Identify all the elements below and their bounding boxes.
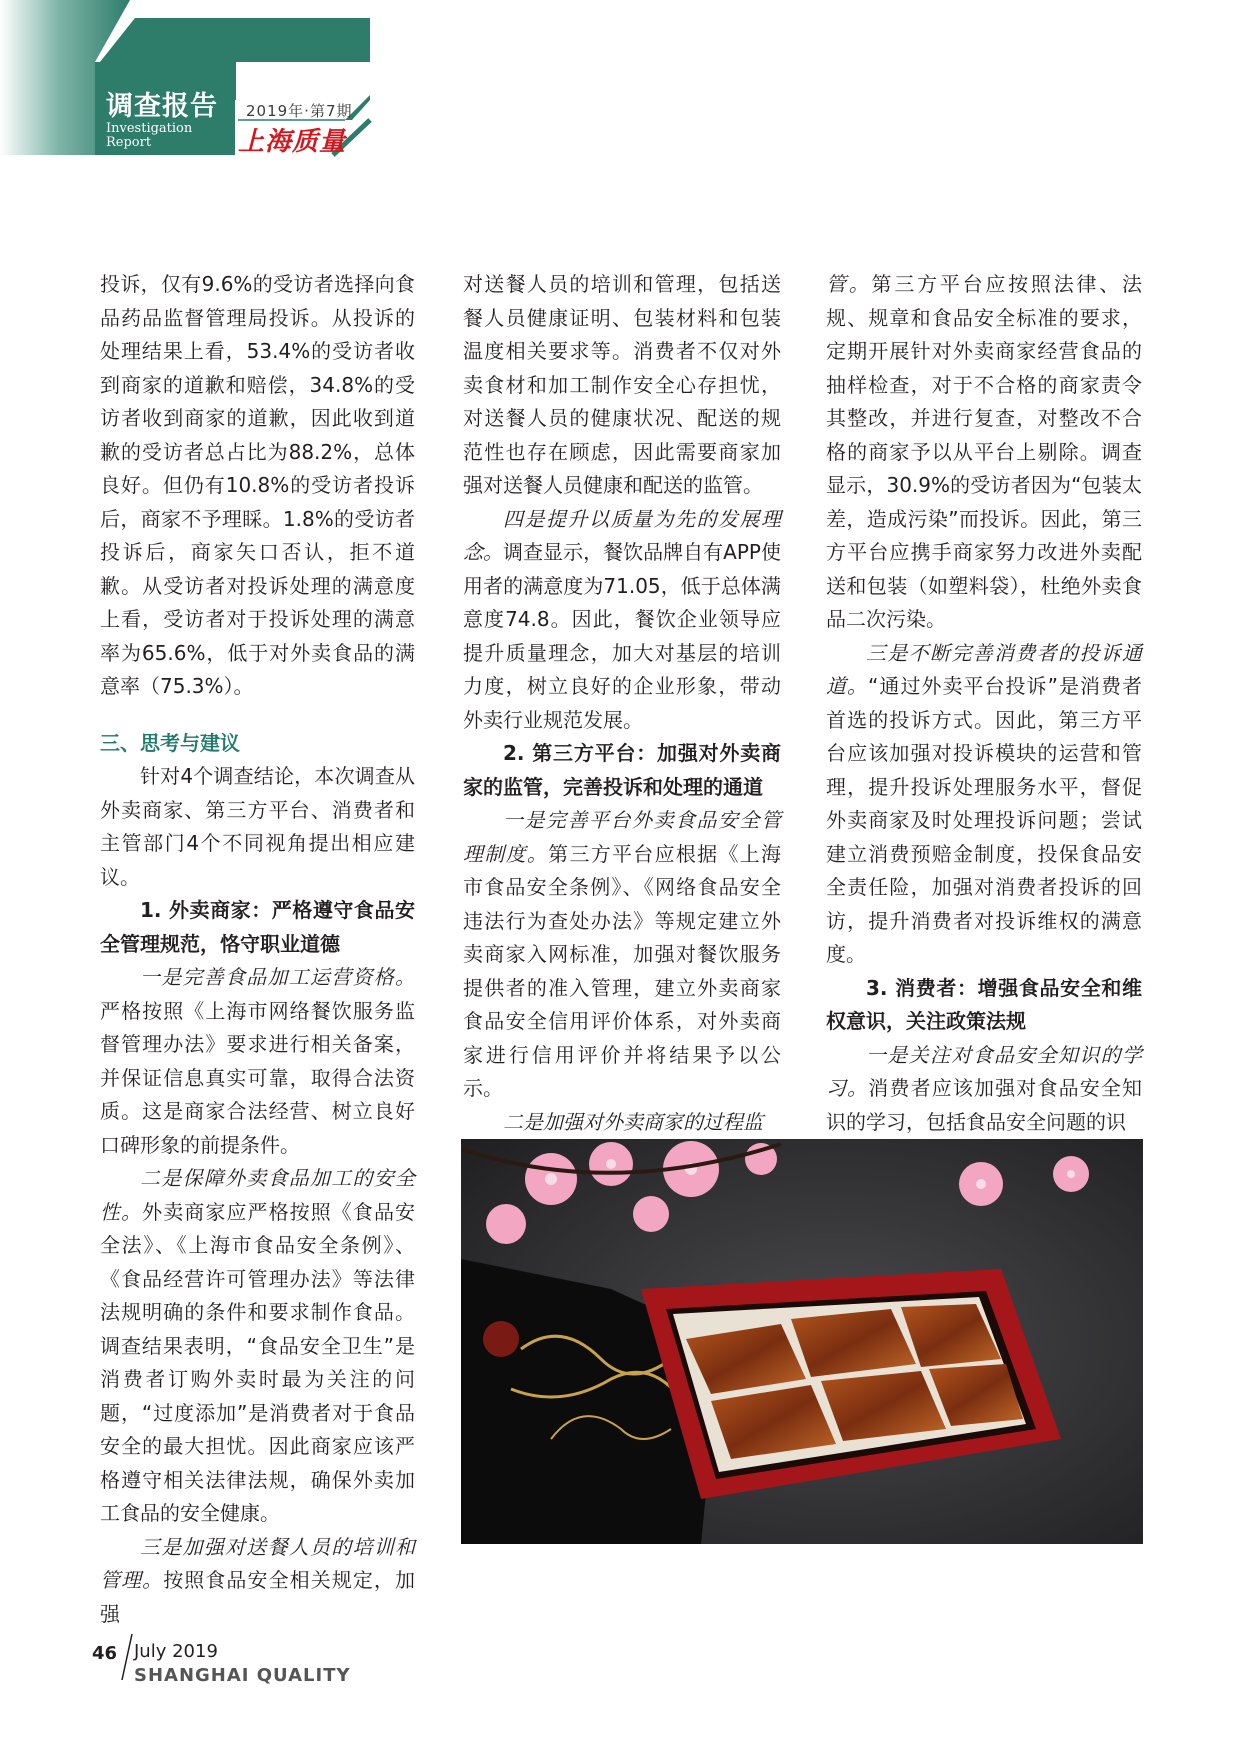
paragraph-body: 按照食品安全相关规定，加强 <box>100 1568 416 1626</box>
paragraph-body: 消费者应该加强对食品安全知识的学习，包括食品安全问题的识 <box>826 1076 1143 1134</box>
paragraph: 投诉，仅有9.6%的受访者选择向食品药品监督管理局投诉。从投诉的处理结果上看，53.4%的受访者收到商家的道歉和赔偿，34.8%的受访者收到商家的道歉，因此收到道歉的受访者总占比为88.2%，总体良好。但仍有10.8%的受访者投诉后，商家不予理睬。1.8%的受访者投诉后，商家矢口否认，拒不道歉。从受访者对投诉处理的满意度上看，受访者对于投诉处理的满意率为65.6%，低于对外卖食品的满意率（75.3%）。 <box>100 272 415 698</box>
paragraph-body: 调查显示，餐饮品牌自有APP使用者的满意度为71.05，低于总体满意度74.8。因此，餐饮企业领导应提升质量理念，加大对基层的培训力度，树立良好的企业形象，带动外卖行业规范发展。 <box>463 540 781 732</box>
unagi-bento-illustration <box>461 1139 1143 1544</box>
section-title-en-line1: Investigation <box>106 121 193 136</box>
paragraph <box>100 1162 415 1531</box>
paragraph <box>463 503 781 738</box>
section-title-en-line2: Report <box>106 135 152 150</box>
lead-phrase: 四是提升以质量为先的发展理念。 <box>463 506 781 564</box>
subsection-heading: 3. 消费者：增强食品安全和维权意识，关注政策法规 <box>826 975 1142 1033</box>
page-number: 46 <box>92 1643 118 1664</box>
lead-phrase: 二是加强对外卖商家的过程监 <box>503 1109 763 1134</box>
paragraph-body: 第三方平台应按照法律、法规、规章和食品安全标准的要求，定期开展针对外卖商家经营食品的抽样检查，对于不合格的商家责令其整改，并进行复查，对整改不合格的商家予以从平台上剔除。调查显示，30.9%的受访者因为“包装太差，造成污染”而投诉。因此，第三方平台应携手商家努力改进外卖配送和包装（如塑料袋），杜绝外卖食品二次污染。 <box>826 272 1143 631</box>
paragraph: 针对4个调查结论，本次调查从外卖商家、第三方平台、消费者和主管部门4个不同视角提出相应建议。 <box>100 764 415 889</box>
magazine-logo: 上海质量 <box>238 127 347 157</box>
lead-phrase: 三是加强对送餐人员的培训和管理。 <box>100 1534 415 1592</box>
lead-phrase: 二是保障外卖食品加工的安全性。 <box>100 1166 415 1224</box>
paragraph <box>826 268 1142 637</box>
lead-phrase: 一是完善平台外卖食品安全管理制度。 <box>463 808 781 866</box>
paragraph <box>826 637 1142 972</box>
paragraph <box>463 804 781 1106</box>
section-title-en <box>106 122 192 150</box>
paragraph <box>100 961 415 1162</box>
paragraph <box>826 1039 1142 1140</box>
food-photo <box>461 1139 1143 1544</box>
paragraph <box>100 1531 415 1632</box>
footer-divider-slash <box>120 1632 134 1682</box>
paragraph-body: “通过外卖平台投诉”是消费者首选的投诉方式。因此，第三方平台应该加强对投诉模块的运营和管理，提升投诉处理服务水平，督促外卖商家及时处理投诉问题；尝试建立消费预赔金制度，投保食品安全责任险，加强对消费者投诉的回访，提升消费者对投诉维权的满意度。 <box>826 674 1142 966</box>
text-column-3 <box>826 268 1142 1139</box>
footer-magazine-name: SHANGHAI QUALITY <box>134 1665 351 1686</box>
paragraph-body: 严格按照《上海市网络餐饮服务监督管理办法》要求进行相关备案，并保证信息真实可靠，取得合法资质。这是商家合法经营、树立良好口碑形象的前提条件。 <box>100 998 415 1157</box>
paragraph-body: 第三方平台应根据《上海市食品安全条例》、《网络食品安全违法行为查处办法》等规定建立外卖商家入网标准，加强对餐饮服务提供者的准入管理，建立外卖商家食品安全信用评价体系，对外卖商家进行信用评价并将结果予以公示。 <box>463 841 782 1100</box>
lead-phrase: 一是关注对食品安全知识的学习。 <box>826 1042 1142 1100</box>
subsection-heading: 2. 第三方平台：加强对外卖商家的监管，完善投诉和处理的通道 <box>463 741 781 799</box>
page-header <box>0 0 380 160</box>
issue-number: 2019年·第7期 <box>246 102 353 120</box>
paragraph: 对送餐人员的培训和管理，包括送餐人员健康证明、包装材料和包装温度相关要求等。消费者不仅对外卖食材和加工制作安全心存担忧，对送餐人员的健康状况、配送的规范性也存在顾虑，因此需要商家加强对送餐人员健康和配送的监管。 <box>463 272 781 497</box>
lead-phrase: 管。 <box>826 272 872 296</box>
text-column-1 <box>100 268 415 1631</box>
lead-phrase: 一是完善食品加工运营资格。 <box>140 965 415 989</box>
footer-date: July 2019 <box>134 1641 218 1662</box>
paragraph-body: 外卖商家应严格按照《食品安全法》、《上海市食品安全条例》、《食品经营许可管理办法》等法律法规明确的条件和要求制作食品。调查结果表明，“食品安全卫生”是消费者订购外卖时最为关注的问题，“过度添加”是消费者对于食品安全的最大担忧。因此商家应该严格遵守相关法律法规，确保外卖加工食品的安全健康。 <box>100 1199 416 1525</box>
subsection-heading: 1. 外卖商家：严格遵守食品安全管理规范，恪守职业道德 <box>100 898 415 956</box>
text-column-2 <box>463 268 781 1139</box>
lead-phrase: 三是不断完善消费者的投诉通道。 <box>826 640 1142 698</box>
paragraph <box>463 1106 781 1140</box>
section-heading: 三、思考与建议 <box>100 730 240 755</box>
section-title: 调查报告 <box>106 91 218 122</box>
